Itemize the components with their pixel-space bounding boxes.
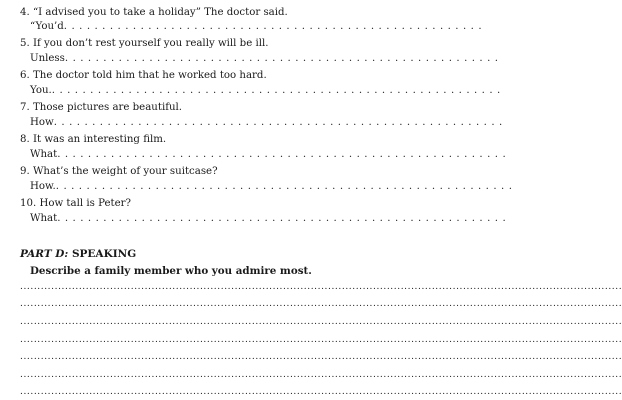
writing-line: .............................................................................................................................................................................. [20, 335, 622, 345]
answer-line-8 [30, 148, 507, 161]
question-7: 7. Those pictures are beautiful. [20, 102, 183, 113]
answer-prefix: What [30, 213, 58, 224]
answer-prefix: How. [30, 181, 56, 192]
answer-line-9 [30, 180, 513, 193]
answer-prefix: “You’d [30, 21, 64, 32]
question-9: 9. What’s the weight of your suitcase? [20, 166, 218, 177]
answer-dots: . . . . . . . . . . . . . . . . . . . . . . . . . . . . . . . . . . . . . . . . . . . . . . . . . . . . . . . . . . . [53, 117, 503, 128]
answer-dots: . . . . . . . . . . . . . . . . . . . . . . . . . . . . . . . . . . . . . . . . . . . . . . . . . . . . . . . . . . . [57, 213, 507, 224]
question-10: 10. How tall is Peter? [20, 198, 131, 209]
answer-dots: . . . . . . . . . . . . . . . . . . . . . . . . . . . . . . . . . . . . . . . . . . . . . . . . . . . . . . . . . [64, 53, 499, 64]
answer-line-6 [30, 84, 501, 97]
answer-prefix: What [30, 149, 58, 160]
writing-line: .............................................................................................................................................................................. [20, 282, 622, 292]
answer-dots: . . . . . . . . . . . . . . . . . . . . . . . . . . . . . . . . . . . . . . . . . . . . . . . . . . . . . . . . . . . [57, 149, 507, 160]
question-4: 4. “I advised you to take a holiday” The doctor said. [20, 7, 288, 18]
answer-dots: . . . . . . . . . . . . . . . . . . . . . . . . . . . . . . . . . . . . . . . . . . . . . . . . . . . . . . . . . . . [51, 85, 501, 96]
question-8: 8. It was an interesting film. [20, 134, 167, 145]
answer-prefix: How [30, 117, 54, 128]
part-title: SPEAKING [71, 248, 137, 260]
speaking-instruction: Describe a family member who you admire most. [30, 265, 312, 277]
writing-line: .............................................................................................................................................................................. [20, 299, 622, 309]
answer-dots: . . . . . . . . . . . . . . . . . . . . . . . . . . . . . . . . . . . . . . . . . . . . . . . . . . . . . . . [63, 21, 483, 32]
part-d-heading [20, 247, 136, 261]
answer-prefix: You. [30, 85, 52, 96]
part-label: PART D: [20, 248, 69, 260]
writing-line: .............................................................................................................................................................................. [20, 370, 622, 380]
writing-line: .............................................................................................................................................................................. [20, 317, 622, 327]
answer-dots: . . . . . . . . . . . . . . . . . . . . . . . . . . . . . . . . . . . . . . . . . . . . . . . . . . . . . . . . . . . . [55, 181, 513, 192]
question-6: 6. The doctor told him that he worked too hard. [20, 70, 267, 81]
question-5: 5. If you don’t rest yourself you really will be ill. [20, 38, 269, 49]
answer-line-5 [30, 52, 499, 65]
writing-line: .............................................................................................................................................................................. [20, 387, 622, 397]
answer-line-10 [30, 212, 507, 225]
answer-line-4 [30, 20, 483, 33]
answer-line-7 [30, 116, 503, 129]
answer-prefix: Unless [30, 53, 65, 64]
writing-line: .............................................................................................................................................................................. [20, 352, 622, 362]
